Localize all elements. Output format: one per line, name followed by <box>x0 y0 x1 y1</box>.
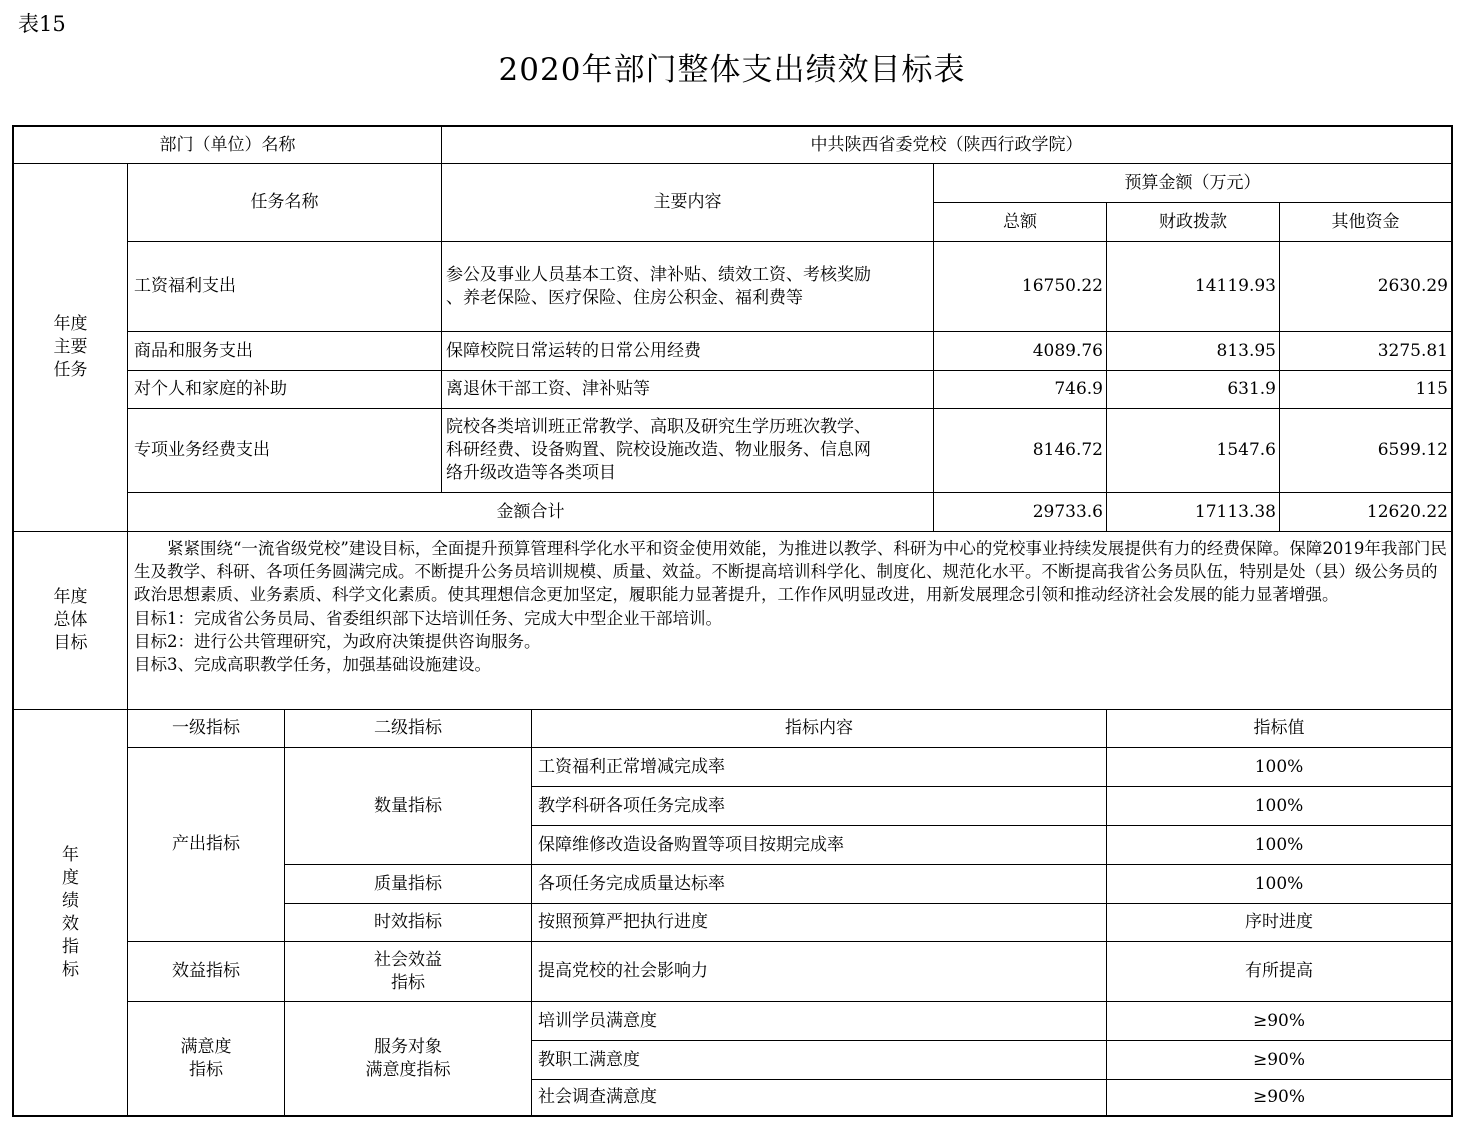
task-other: 115 <box>1415 379 1448 399</box>
dept-label: 部门（单位）名称 <box>159 134 296 155</box>
level2-header: 二级指标 <box>374 718 442 738</box>
task-total: 16750.22 <box>1021 276 1103 296</box>
indicator-value: 100% <box>1254 795 1304 816</box>
task-content: 离退休干部工资、津补贴等 <box>446 379 650 399</box>
indicator-content: 培训学员满意度 <box>538 1010 657 1031</box>
indicator-content: 按照预算严把执行进度 <box>538 912 708 932</box>
indicator-value: 100% <box>1254 756 1304 777</box>
level1-header: 一级指标 <box>172 718 240 738</box>
other-header: 其他资金 <box>1331 211 1400 232</box>
level2-timeliness: 时效指标 <box>374 912 442 932</box>
goals-section-label: 年度 总体 目标 <box>53 587 88 653</box>
sum-fiscal: 17113.38 <box>1194 501 1276 522</box>
indicator-content: 保障维修改造设备购置等项目按期完成率 <box>538 834 844 855</box>
budget-header: 预算金额（万元） <box>1124 172 1261 193</box>
dept-value: 中共陕西省委党校（陕西行政学院） <box>810 134 1083 155</box>
content-header: 主要内容 <box>653 192 722 212</box>
task-fiscal: 1547.6 <box>1216 440 1276 460</box>
indicators-section-label: 年度绩效指标 <box>62 844 79 980</box>
indicator-value: ≥90% <box>1252 1010 1306 1031</box>
task-name: 商品和服务支出 <box>134 340 253 361</box>
goals-text <box>134 537 1448 676</box>
task-total: 746.9 <box>1054 379 1103 399</box>
task-content: 参公及事业人员基本工资、津补贴、绩效工资、考核奖励 、养老保险、医疗保险、住房公积金、福利费等 <box>446 264 871 308</box>
level2-social: 社会效益 指标 <box>374 949 442 993</box>
goal-target-3: 目标3、完成高职教学任务，加强基础设施建设。 <box>134 655 491 675</box>
indicator-value: 序时进度 <box>1245 912 1313 932</box>
task-name: 工资福利支出 <box>134 276 236 296</box>
indicator-content: 提高党校的社会影响力 <box>538 961 708 981</box>
indicator-content: 工资福利正常增减完成率 <box>538 756 725 777</box>
level2-service: 服务对象 满意度指标 <box>365 1036 451 1080</box>
level2-quality: 质量指标 <box>374 873 442 894</box>
indicator-value-header: 指标值 <box>1253 718 1305 738</box>
task-name-header: 任务名称 <box>250 192 319 212</box>
task-total: 4089.76 <box>1032 340 1103 361</box>
task-fiscal: 813.95 <box>1216 340 1276 361</box>
page-title: 2020年部门整体支出绩效目标表 <box>498 52 966 88</box>
sum-total: 29733.6 <box>1032 501 1103 522</box>
task-other: 3275.81 <box>1377 340 1448 361</box>
tasks-section-label: 年度 主要 任务 <box>53 314 88 380</box>
task-other: 6599.12 <box>1377 440 1448 460</box>
indicator-content-header: 指标内容 <box>785 718 853 738</box>
indicator-value: 100% <box>1254 873 1304 894</box>
indicator-content: 社会调查满意度 <box>538 1087 657 1107</box>
indicator-value: 有所提高 <box>1245 961 1313 981</box>
goal-target-1: 目标1：完成省公务员局、省委组织部下达培训任务、完成大中型企业干部培训。 <box>134 608 722 628</box>
indicator-content: 教学科研各项任务完成率 <box>538 795 725 816</box>
task-fiscal: 14119.93 <box>1194 276 1276 296</box>
level1-output: 产出指标 <box>172 834 240 854</box>
sum-label: 金额合计 <box>496 501 565 522</box>
task-name: 专项业务经费支出 <box>134 440 270 460</box>
total-header: 总额 <box>1003 211 1037 232</box>
sum-other: 12620.22 <box>1366 501 1448 522</box>
indicator-content: 各项任务完成质量达标率 <box>538 873 725 894</box>
task-content: 院校各类培训班正常教学、高职及研究生学历班次教学、 科研经费、设备购置、院校设施改造、物业服务、信息网 络升级改造等各类项目 <box>446 417 871 483</box>
indicator-content: 教职工满意度 <box>538 1049 640 1070</box>
level1-satisfaction: 满意度 指标 <box>180 1036 232 1080</box>
indicator-value: 100% <box>1254 834 1304 855</box>
indicator-value: ≥90% <box>1252 1049 1306 1070</box>
table-number: 表15 <box>18 12 66 36</box>
task-other: 2630.29 <box>1377 276 1448 296</box>
task-name: 对个人和家庭的补助 <box>134 379 287 399</box>
goals-paragraph: 紧紧围绕“一流省级党校”建设目标，全面提升预算管理科学化水平和资金使用效能，为推进以教学、科研为中心的党校事业持续发展提供有力的经费保障。保障2019年我部门民生及教学、科研、各项任务圆满完成。不断提升公务员培训规模、质量、效益。不断提高培训科学化、制度化、规范化水平。不断提高我省公务员队伍，特别是处（县）级公务员的政治思想素质、业务素质、科学文化素质。使其理想信念更加坚定，履职能力显著提升，工作作风明显改进，用新发展理念引领和推动经济社会发展的能力显著增强。 <box>134 539 1447 605</box>
task-content: 保障校院日常运转的日常公用经费 <box>446 340 701 361</box>
level1-benefit: 效益指标 <box>172 961 240 981</box>
level2-quantity: 数量指标 <box>374 795 442 816</box>
task-fiscal: 631.9 <box>1227 379 1276 399</box>
goal-target-2: 目标2：进行公共管理研究，为政府决策提供咨询服务。 <box>134 631 541 651</box>
fiscal-header: 财政拨款 <box>1159 211 1227 232</box>
indicator-value: ≥90% <box>1252 1087 1306 1107</box>
task-total: 8146.72 <box>1032 440 1103 460</box>
